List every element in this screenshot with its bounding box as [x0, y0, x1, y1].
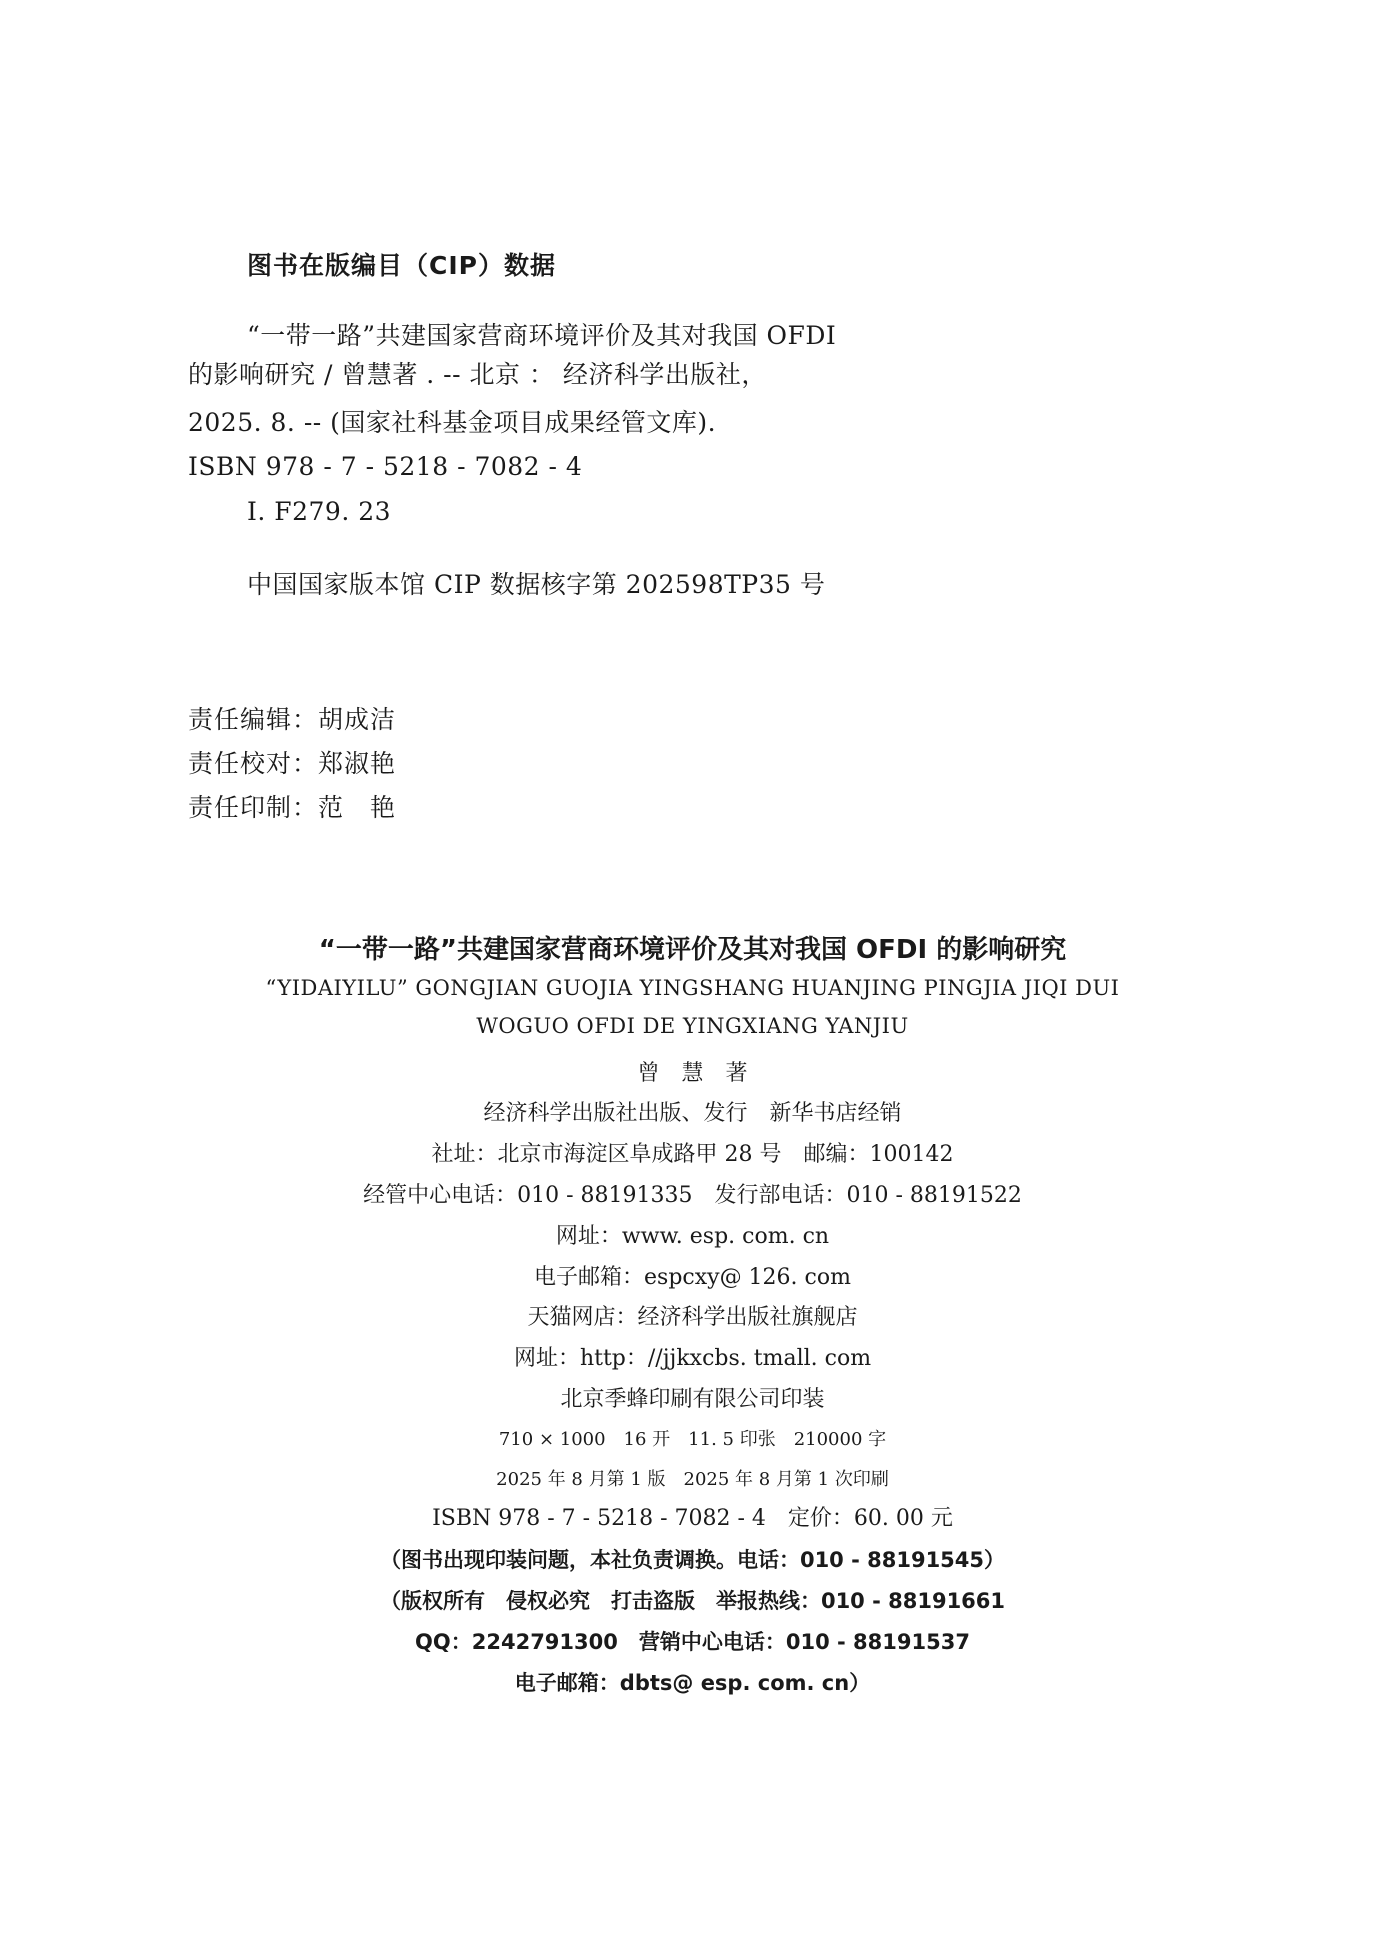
printer: 北京季蜂印刷有限公司印装: [560, 1387, 825, 1412]
isbn-price: ISBN 978 - 7 - 5218 - 7082 - 4 定价：60. 00 元: [432, 1506, 953, 1531]
pinyin-title-line-2: WOGUO OFDI DE YINGXIANG YANJIU: [476, 1014, 909, 1038]
cip-heading: 图书在版编目（CIP）数据: [247, 251, 556, 280]
book-title: “一带一路”共建国家营商环境评价及其对我国 OFDI 的影响研究: [318, 935, 1067, 965]
email: 电子邮箱：espcxy@ 126. com: [534, 1265, 851, 1290]
cip-classification: Ⅰ. F279. 23: [247, 497, 392, 526]
website: 网址：www. esp. com. cn: [555, 1224, 830, 1249]
cip-record-line-3: 2025. 8. -- (国家社科基金项目成果经管文库).: [188, 408, 717, 437]
edition-info: 2025 年 8 月第 1 版 2025 年 8 月第 1 次印刷: [496, 1469, 889, 1490]
phones: 经管中心电话：010 - 88191335 发行部电话：010 - 88191522: [363, 1183, 1022, 1208]
cip-record-line-2: 的影响研究 / 曾慧著 . -- 北京 ： 经济科学出版社，: [188, 360, 767, 389]
cip-isbn: ISBN 978 - 7 - 5218 - 7082 - 4: [188, 452, 583, 481]
book-specs: 710 × 1000 16 开 11. 5 印张 210000 字: [498, 1429, 887, 1450]
publisher: 经济科学出版社出版、发行 新华书店经销: [483, 1101, 902, 1126]
tmall-url: 网址：http：//jjkxcbs. tmall. com: [513, 1346, 872, 1371]
tmall-store: 天猫网店：经济科学出版社旗舰店: [527, 1305, 858, 1330]
notice-qq-marketing: QQ：2242791300 营销中心电话：010 - 88191537: [415, 1630, 970, 1654]
cip-record-line-1: “一带一路”共建国家营商环境评价及其对我国 OFDI: [247, 321, 837, 350]
notice-email: 电子邮箱：dbts@ esp. com. cn）: [514, 1671, 871, 1695]
address: 社址：北京市海淀区阜成路甲 28 号 邮编：100142: [431, 1142, 954, 1167]
responsible-editor: 责任编辑：胡成洁: [188, 705, 397, 734]
notice-copyright: （版权所有 侵权必究 打击盗版 举报热线：010 - 88191661: [379, 1589, 1006, 1613]
responsible-printing: 责任印制：范 艳: [188, 793, 397, 822]
pinyin-title-line-1: “YIDAIYILU” GONGJIAN GUOJIA YINGSHANG HUANJING PINGJIA JIQI DUI: [265, 976, 1120, 1000]
cip-library-note: 中国国家版本馆 CIP 数据核字第 202598TP35 号: [247, 570, 826, 599]
notice-replacement: （图书出现印装问题，本社负责调换。电话：010 - 88191545）: [379, 1548, 1006, 1572]
responsible-proofreader: 责任校对：郑淑艳: [188, 749, 397, 778]
author: 曾 慧 著: [637, 1061, 748, 1086]
